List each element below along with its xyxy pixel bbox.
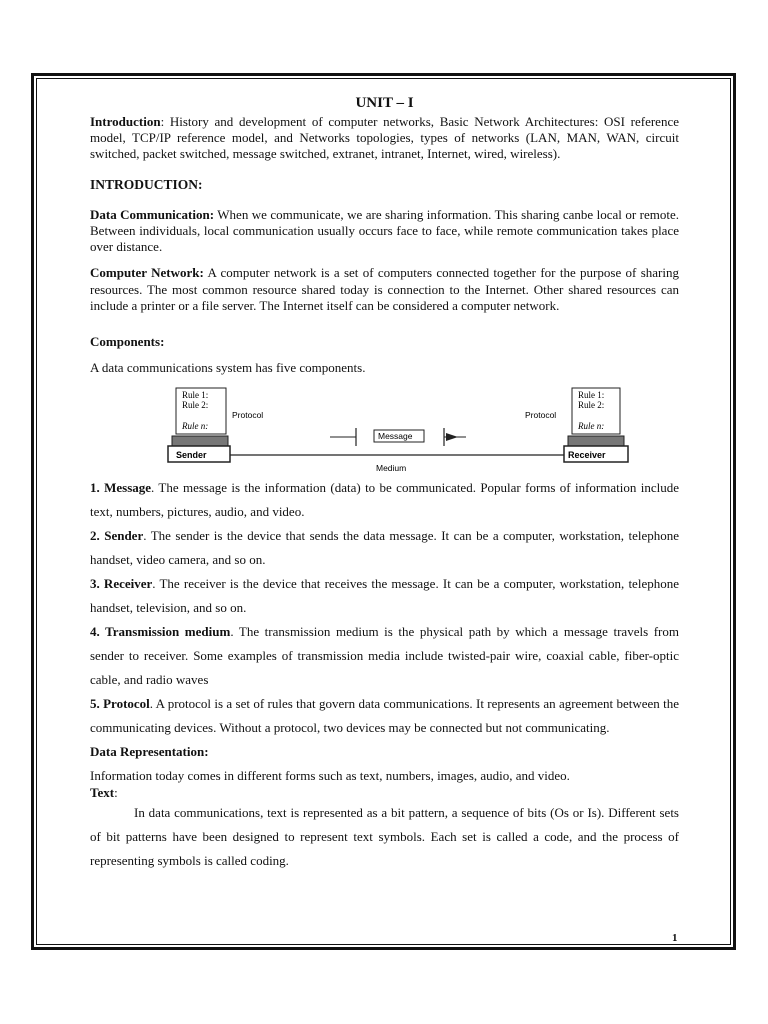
intro-text: : History and development of computer networks, Basic Network Architectures: OSI reference model, TCP/IP reference model, and Networks topologies, types of networks (LAN, MAN, WAN, circuit switched, packet switched, message switched, extranet, intranet, Internet, wired, wireless). xyxy=(90,114,679,162)
page-content xyxy=(90,94,679,873)
data-communication-paragraph xyxy=(90,207,679,256)
item-text: . The transmission medium is the physical path by which a message travels from sender to receiver. Some examples of transmission media include twisted-pair wire, coaxial cable, fiber-optic cable, and radio waves xyxy=(90,624,679,688)
text-paragraph: In data communications, text is represented as a bit pattern, a sequence of bits (Os or Is). Different sets of bit patterns have been designed to represent text symbols. Each set is called a code, and the process of representing symbols is called coding. xyxy=(90,804,679,868)
item-text: . The message is the information (data) to be communicated. Popular forms of information include text, numbers, pictures, audio, and video. xyxy=(90,480,679,520)
component-item-protocol xyxy=(90,692,679,740)
item-label: 4. Transmission medium xyxy=(90,624,231,640)
text-subheading xyxy=(90,785,679,801)
data-communication-label: Data Communication: xyxy=(90,206,215,222)
receiver-rule-2: Rule 2: xyxy=(578,400,605,411)
sender-rule-2: Rule 2: xyxy=(182,400,209,411)
component-item-sender xyxy=(90,524,679,572)
computer-network-text: A computer network is a set of computers connected together for the purpose of sharing resources. The most common resource shared today is connection to the Internet. Other shared resources can include a printer or a file server. The Internet itself can be considered a computer network. xyxy=(90,265,679,313)
data-communication-text: When we communicate, we are sharing information. This sharing canbe local or remote. Between individuals, local communication usually occurs face to face, while remote communication takes place over distance. xyxy=(90,206,679,255)
protocol-right-label: Protocol xyxy=(525,410,557,421)
intro-label: Introduction xyxy=(90,114,161,129)
component-item-medium xyxy=(90,620,679,692)
message-arrow-icon xyxy=(446,433,458,441)
receiver-rule-1: Rule 1: xyxy=(578,390,605,401)
message-label: Message xyxy=(378,431,413,442)
sender-label: Sender xyxy=(176,450,207,461)
item-text: . A protocol is a set of rules that govern data communications. It represents an agreement between the communicating devices. Without a protocol, two devices may be connected but not communicating. xyxy=(90,696,679,736)
text-label: Text xyxy=(90,784,115,800)
components-diagram xyxy=(90,382,679,474)
text-colon: : xyxy=(114,784,118,800)
page-number: 1 xyxy=(672,932,678,944)
item-label: 2. Sender xyxy=(90,528,144,544)
section-introduction-heading: INTRODUCTION: xyxy=(90,176,203,192)
item-label: 3. Receiver xyxy=(90,576,153,592)
component-item-receiver xyxy=(90,572,679,620)
sender-rule-1: Rule 1: xyxy=(182,390,209,401)
item-text: . The receiver is the device that receives the message. It can be a computer, workstation, telephone handset, television, and so on. xyxy=(90,576,679,616)
intro-paragraph xyxy=(90,114,679,163)
receiver-label: Receiver xyxy=(568,450,606,461)
computer-network-label: Computer Network: xyxy=(90,265,204,281)
computer-network-paragraph xyxy=(90,265,679,314)
component-item-message xyxy=(90,476,679,524)
receiver-rule-n: Rule n: xyxy=(578,421,605,432)
page-title: UNIT – I xyxy=(355,95,414,111)
data-representation-text: Information today comes in different forms such as text, numbers, images, audio, and video. xyxy=(90,768,570,784)
item-label: 1. Message xyxy=(90,480,152,496)
data-representation-heading: Data Representation: xyxy=(90,744,209,760)
item-text: . The sender is the device that sends the data message. It can be a computer, workstation, telephone handset, video camera, and so on. xyxy=(90,528,680,568)
components-diagram-svg xyxy=(90,382,679,474)
components-heading: Components: xyxy=(90,334,165,350)
protocol-left-label: Protocol xyxy=(232,410,264,421)
item-label: 5. Protocol xyxy=(90,696,150,712)
components-intro: A data communications system has five components. xyxy=(90,360,366,376)
sender-rule-n: Rule n: xyxy=(182,421,209,432)
medium-label: Medium xyxy=(376,463,407,474)
